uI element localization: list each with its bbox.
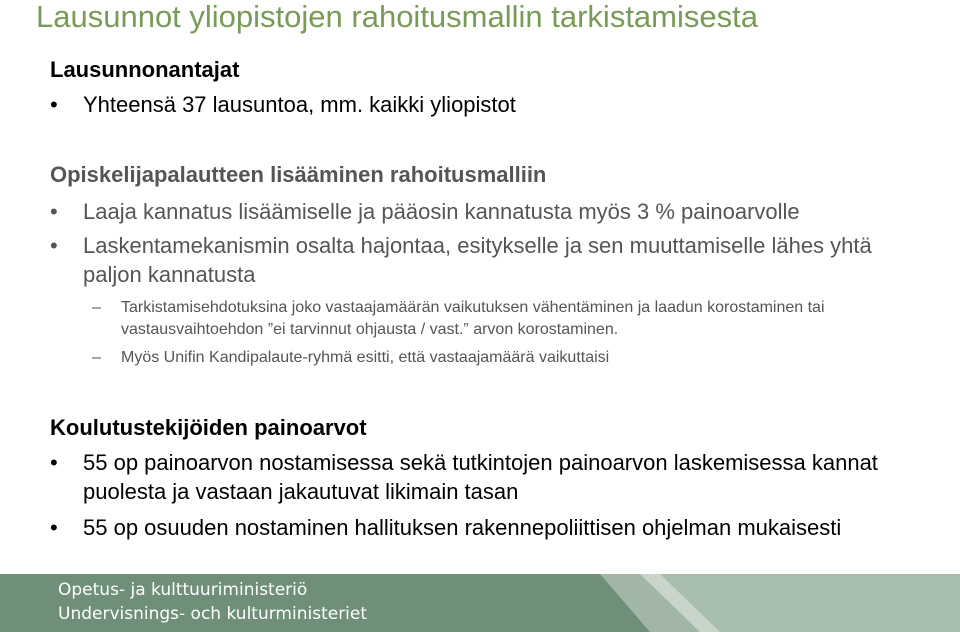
ministry-footer bbox=[0, 574, 960, 632]
bullet-item bbox=[50, 448, 910, 506]
bullet-item bbox=[50, 231, 910, 289]
bullet-icon: • bbox=[50, 92, 58, 117]
bullet-text: Laskentamekanismin osalta hajontaa, esitykselle ja sen muuttamiselle lähes yhtä paljon kannatusta bbox=[83, 233, 872, 287]
ministry-name-swedish: Undervisnings- och kulturministeriet bbox=[58, 604, 368, 624]
subbullet-text: Tarkistamisehdotuksina joko vastaajamäärän vaikutuksen vähentäminen ja laadun korostaminen tai vastausvaihtoehdon ”ei tarvinnut ohjausta / vast.” arvon korostaminen. bbox=[121, 299, 825, 338]
section-heading-koulutustekijat: Koulutustekijöiden painoarvot bbox=[50, 415, 367, 440]
subbullet-text: Myös Unifin Kandipalaute-ryhmä esitti, että vastaajamäärä vaikuttaisi bbox=[121, 349, 610, 366]
bullet-icon: • bbox=[50, 450, 58, 475]
bullet-item bbox=[50, 90, 920, 119]
subbullet-item bbox=[92, 297, 912, 341]
subbullet-item bbox=[92, 347, 912, 369]
bullet-icon: • bbox=[50, 233, 58, 258]
dash-icon: – bbox=[92, 349, 101, 366]
dash-icon: – bbox=[92, 299, 101, 316]
bullet-text: 55 op painoarvon nostamisessa sekä tutkintojen painoarvon laskemisessa kannat puolesta ja vastaan jakautuvat likimain tasan bbox=[83, 450, 878, 504]
bullet-text: 55 op osuuden nostaminen hallituksen rakennepoliittisen ohjelman mukaisesti bbox=[83, 515, 842, 540]
bullet-text: Yhteensä 37 lausuntoa, mm. kaikki yliopistot bbox=[83, 92, 516, 117]
section-heading-lausunnonantajat: Lausunnonantajat bbox=[50, 57, 240, 82]
bullet-item bbox=[50, 513, 850, 542]
slide-title: Lausunnot yliopistojen rahoitusmallin tarkistamisesta bbox=[36, 0, 758, 34]
ministry-name-finnish: Opetus- ja kulttuuriministeriö bbox=[58, 580, 308, 600]
section-heading-opiskelijapalaute: Opiskelijapalautteen lisääminen rahoitusmalliin bbox=[50, 162, 547, 187]
bullet-icon: • bbox=[50, 515, 58, 540]
bullet-item bbox=[50, 197, 920, 226]
bullet-icon: • bbox=[50, 199, 58, 224]
bullet-text: Laaja kannatus lisäämiselle ja pääosin kannatusta myös 3 % painoarvolle bbox=[83, 199, 800, 224]
